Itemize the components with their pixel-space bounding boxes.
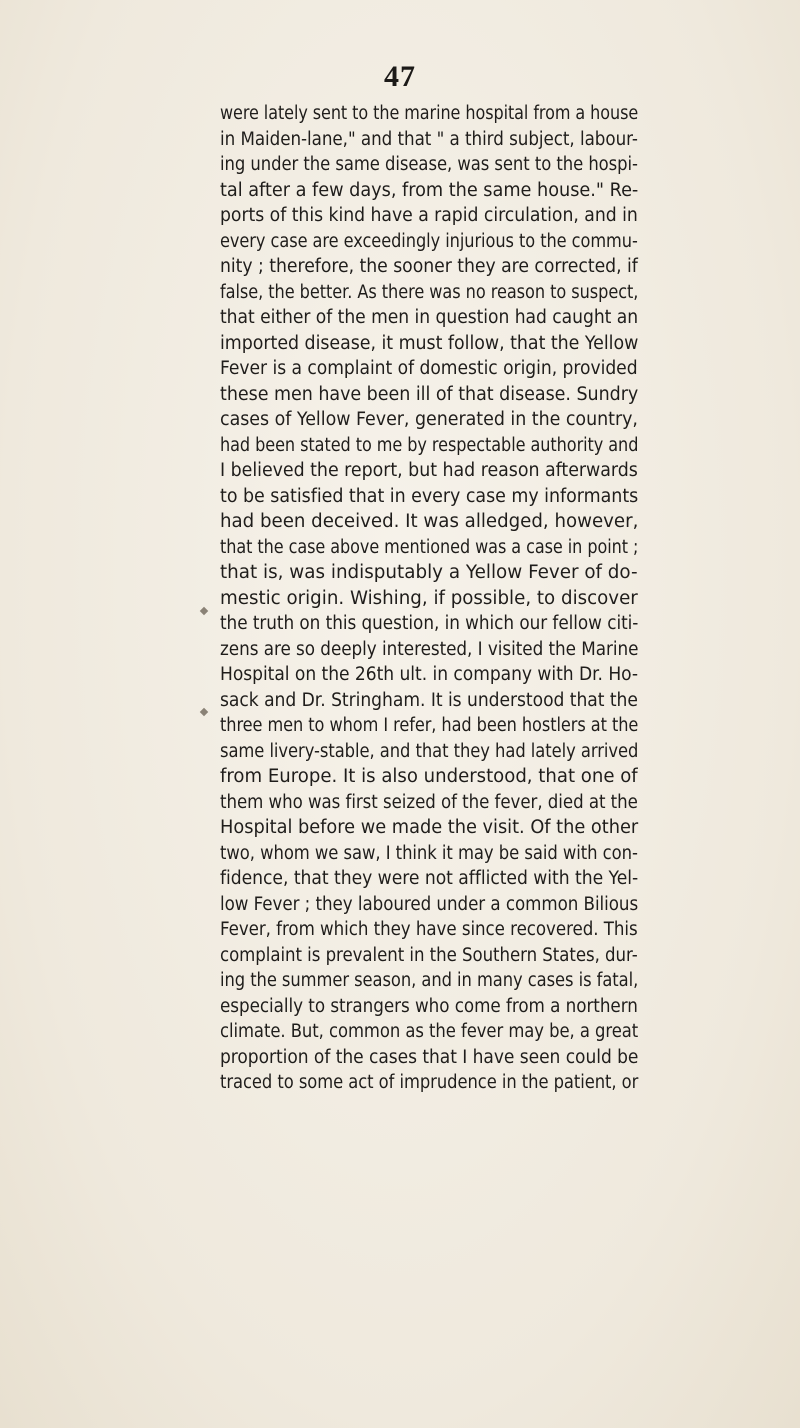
- page-number: 47: [384, 60, 416, 93]
- text-line: zens are so deeply interested, I visited the Marine: [220, 638, 639, 660]
- text-line: every case are exceedingly injurious to the commu-: [220, 230, 638, 252]
- text-line: fidence, that they were not afflicted with the Yel-: [220, 868, 639, 889]
- text-line: same livery-stable, and that they had lately arrived: [220, 740, 639, 762]
- text-line: Fever, from which they have since recovered. This: [220, 919, 638, 940]
- text-line: proportion of the cases that I have seen could be: [220, 1046, 639, 1068]
- text-line: especially to strangers who come from a northern: [220, 995, 638, 1017]
- text-line: false, the better. As there was no reason to suspect,: [220, 281, 639, 303]
- text-line: tal after a few days, from the same house." Re-: [220, 179, 639, 201]
- text-line: I believed the report, but had reason afterwards: [220, 460, 638, 481]
- text-line: that is, was indisputably a Yellow Fever of do-: [220, 562, 638, 583]
- text-line: had been deceived. It was alledged, however,: [220, 511, 639, 532]
- text-line: nity ; therefore, the sooner they are corrected, if: [220, 256, 638, 277]
- text-line: that either of the men in question had caught an: [220, 307, 639, 328]
- margin-mark: [200, 607, 208, 615]
- text-line: to be satisfied that in every case my informants: [220, 485, 639, 507]
- text-line: Hospital before we made the visit. Of the other: [220, 817, 639, 838]
- text-line: cases of Yellow Fever, generated in the country,: [220, 409, 638, 430]
- text-line: three men to whom I refer, had been hostlers at the: [220, 715, 639, 736]
- margin-mark: [200, 708, 208, 716]
- text-line: the truth on this question, in which our fellow citi-: [220, 613, 639, 634]
- text-line: two, whom we saw, I think it may be said with con-: [220, 842, 638, 864]
- text-line: ports of this kind have a rapid circulation, and in: [220, 205, 638, 226]
- text-line: these men have been ill of that disease. Sundry: [220, 383, 639, 405]
- text-line: that the case above mentioned was a case in point ;: [220, 536, 639, 558]
- text-line: ing the summer season, and in many cases is fatal,: [220, 970, 639, 991]
- text-line: had been stated to me by respectable authority and: [220, 434, 639, 456]
- text-line: imported disease, it must follow, that the Yellow: [220, 332, 639, 354]
- text-line: traced to some act of imprudence in the patient, or: [220, 1072, 639, 1093]
- text-line: were lately sent to the marine hospital from a house: [220, 103, 639, 124]
- text-line: from Europe. It is also understood, that one of: [220, 766, 638, 787]
- text-line: Fever is a complaint of domestic origin, provided: [220, 358, 638, 379]
- text-line: climate. But, common as the fever may be, a great: [220, 1021, 639, 1042]
- text-line: ing under the same disease, was sent to the hospi-: [220, 154, 638, 175]
- text-line: them who was first seized of the fever, died at the: [220, 791, 638, 813]
- text-line: sack and Dr. Stringham. It is understood that the: [220, 689, 638, 711]
- text-line: low Fever ; they laboured under a common Bilious: [220, 893, 639, 915]
- text-line: complaint is prevalent in the Southern States, dur-: [220, 944, 638, 966]
- text-line: in Maiden-lane," and that " a third subject, labour-: [220, 128, 638, 150]
- text-line: mestic origin. Wishing, if possible, to discover: [220, 587, 638, 609]
- text-line: Hospital on the 26th ult. in company with Dr. Ho-: [220, 664, 639, 685]
- body-text: [220, 101, 638, 1096]
